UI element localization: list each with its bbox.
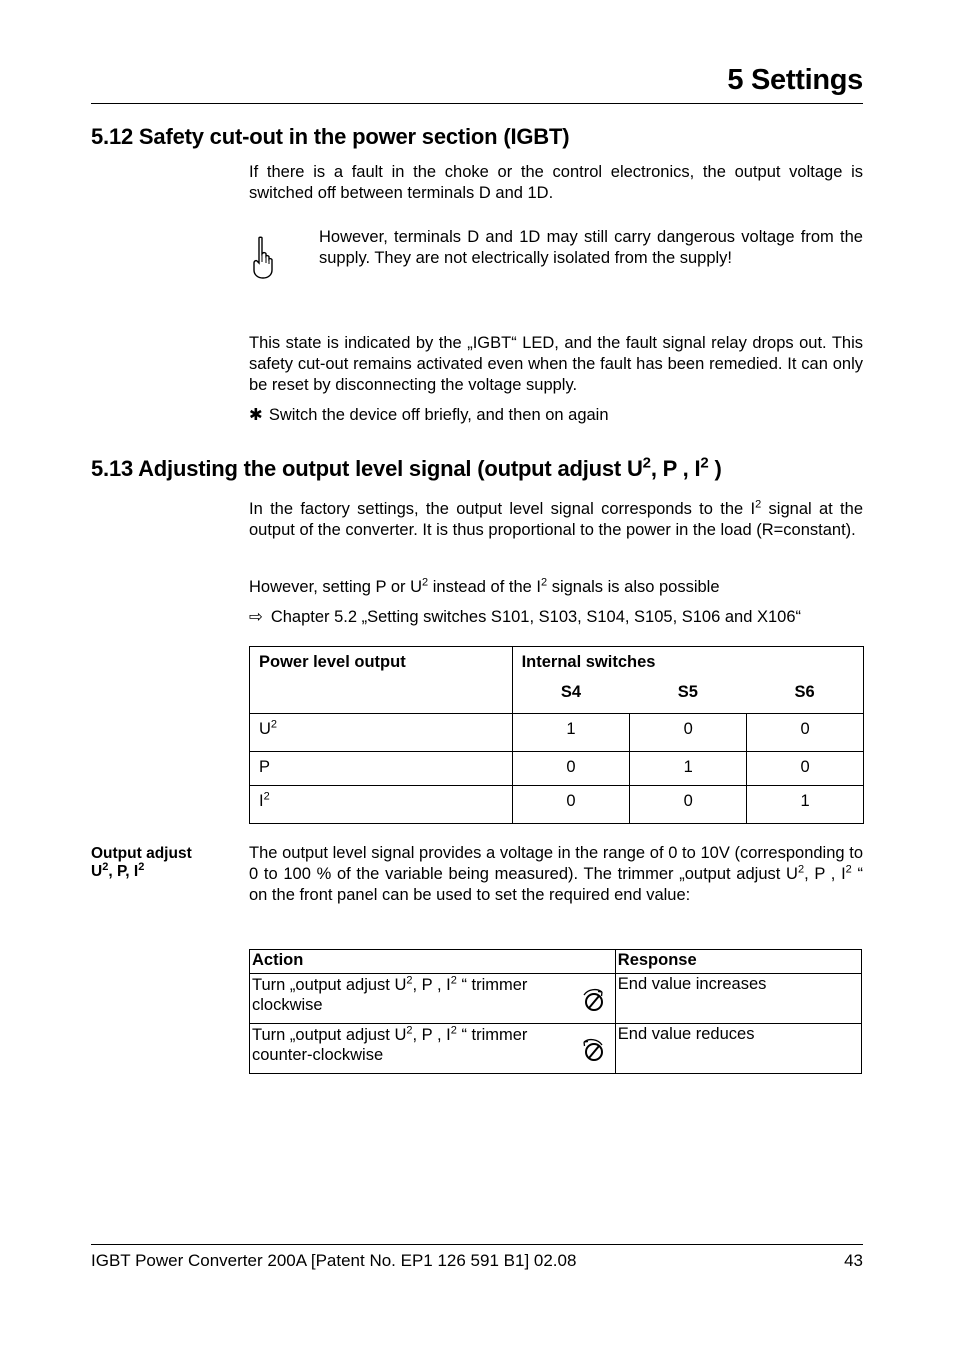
- switch-names: [513, 683, 863, 702]
- internal-switches-label: Internal switches: [521, 653, 656, 671]
- action-text: [252, 974, 572, 1015]
- cell-value: 0: [747, 752, 864, 786]
- text-part: “ trimmer clockwise: [252, 976, 528, 1014]
- text-part: The output level signal provides a voltage in the range of 0 to 10V (corresponding to 0 to 100 % of the variable being measured). The trimmer „output adjust U: [249, 844, 863, 883]
- counter-clockwise-trimmer-icon: [579, 1036, 607, 1064]
- title-part: 5.13 Adjusting the output level signal (output adjust U: [91, 456, 643, 481]
- row-label: [250, 714, 513, 752]
- cell-value: 0: [747, 714, 864, 752]
- title-part: , P , I: [650, 456, 701, 481]
- section-5-13-title: [91, 456, 722, 482]
- text-part: signal at the output of the converter. It is thus proportional to the power in the load (R=constant).: [249, 500, 863, 539]
- label-base: I: [259, 792, 264, 810]
- label-base: U: [259, 720, 271, 738]
- superscript: 2: [845, 863, 852, 876]
- row-label: [250, 752, 513, 786]
- switch-s5: S5: [677, 683, 698, 701]
- bullet-text: Switch the device off briefly, and then on again: [268, 406, 609, 424]
- action-response-table: [249, 949, 862, 1074]
- section-5-12-paragraph-1: If there is a fault in the choke or the control electronics, the output voltage is switched off between terminals D and 1D.: [249, 163, 863, 202]
- cell-value: 0: [630, 786, 747, 824]
- text-part: , P , I: [412, 1026, 451, 1044]
- action-cell: [250, 974, 616, 1024]
- chapter-reference: [249, 607, 863, 628]
- title-part: ): [708, 456, 722, 481]
- text-part: In the factory settings, the output level signal corresponds to the I: [249, 500, 756, 518]
- switch-s6: S6: [794, 683, 815, 701]
- superscript: 2: [450, 974, 457, 987]
- label-part: Output adjust: [91, 845, 192, 862]
- reference-text: Chapter 5.2 „Setting switches S101, S103, S104, S105, S106 and X106“: [270, 608, 802, 626]
- output-adjust-paragraph: [249, 843, 863, 906]
- text-part: “ on the front panel can be used to set the required end value:: [249, 865, 863, 904]
- table-row: [250, 714, 864, 752]
- header-action: Action: [250, 950, 616, 974]
- superscript: 2: [422, 576, 429, 589]
- bullet-star-icon: ✱: [249, 406, 263, 424]
- switch-s4: S4: [560, 683, 582, 701]
- section-5-13-paragraph-1: [249, 499, 863, 541]
- superscript: 2: [263, 790, 270, 803]
- text-part: , P , I: [804, 865, 846, 883]
- superscript: 2: [642, 454, 651, 472]
- footer-rule: [91, 1244, 863, 1245]
- switch-table: [249, 646, 864, 824]
- label-part: U: [91, 863, 103, 880]
- cell-value: 1: [512, 714, 630, 752]
- text-part: Turn „output adjust U: [252, 976, 407, 994]
- table-row: [250, 786, 864, 824]
- superscript: 2: [797, 863, 805, 876]
- response-cell: End value reduces: [615, 1024, 861, 1074]
- output-adjust-side-label: [91, 845, 231, 881]
- warning-note: However, terminals D and 1D may still carry dangerous voltage from the supply. They are not electrically isolated from the supply!: [319, 228, 863, 267]
- superscript: 2: [540, 576, 548, 589]
- pointing-hand-icon: [250, 236, 274, 280]
- label-part: , P, I: [108, 863, 139, 880]
- superscript: 2: [450, 1024, 457, 1037]
- table-header-row: [250, 950, 862, 974]
- action-cell: [250, 1024, 616, 1074]
- superscript: 2: [138, 860, 145, 873]
- section-5-12-paragraph-2: This state is indicated by the „IGBT“ LED, and the fault signal relay drops out. This safety cut-out remains activated even when the fault has been remedied. It can only be reset by disconnecting the voltage supply.: [249, 334, 863, 394]
- header-rule: [91, 103, 863, 104]
- cell-value: 1: [630, 752, 747, 786]
- response-cell: End value increases: [615, 974, 861, 1024]
- header-internal-switches: [512, 647, 863, 714]
- text-part: signals is also possible: [547, 578, 720, 596]
- header-power-level-output: Power level output: [250, 647, 513, 714]
- text-part: , P , I: [412, 976, 451, 994]
- superscript: 2: [700, 454, 709, 472]
- text-part: Turn „output adjust U: [252, 1026, 407, 1044]
- text-part: However, setting P or U: [249, 578, 423, 596]
- clockwise-trimmer-icon: [579, 986, 607, 1014]
- section-5-13-paragraph-2: [249, 577, 863, 598]
- cell-value: 1: [747, 786, 864, 824]
- cell-value: 0: [512, 786, 630, 824]
- chapter-title: 5 Settings: [727, 64, 863, 96]
- superscript: 2: [755, 498, 762, 511]
- table-row: [250, 974, 862, 1024]
- table-header-row: [250, 647, 864, 714]
- cell-value: 0: [512, 752, 630, 786]
- section-5-12-title: 5.12 Safety cut-out in the power section (IGBT): [91, 124, 570, 149]
- footer-document-title: IGBT Power Converter 200A [Patent No. EP1 126 591 B1] 02.08: [91, 1251, 577, 1270]
- header-response: Response: [615, 950, 861, 974]
- superscript: 2: [406, 1024, 413, 1037]
- page-number: 43: [844, 1251, 863, 1270]
- action-text: [252, 1024, 572, 1065]
- table-row: [250, 1024, 862, 1074]
- superscript: 2: [270, 718, 278, 731]
- arrow-right-icon: ⇨: [249, 608, 263, 626]
- table-row: [250, 752, 864, 786]
- label-base: P: [259, 758, 271, 776]
- cell-value: 0: [630, 714, 747, 752]
- bullet-item: [249, 405, 863, 426]
- superscript: 2: [102, 860, 109, 873]
- text-part: instead of the I: [428, 578, 541, 596]
- row-label: [250, 786, 513, 824]
- text-part: “ trimmer counter-clockwise: [252, 1026, 528, 1064]
- superscript: 2: [406, 974, 413, 987]
